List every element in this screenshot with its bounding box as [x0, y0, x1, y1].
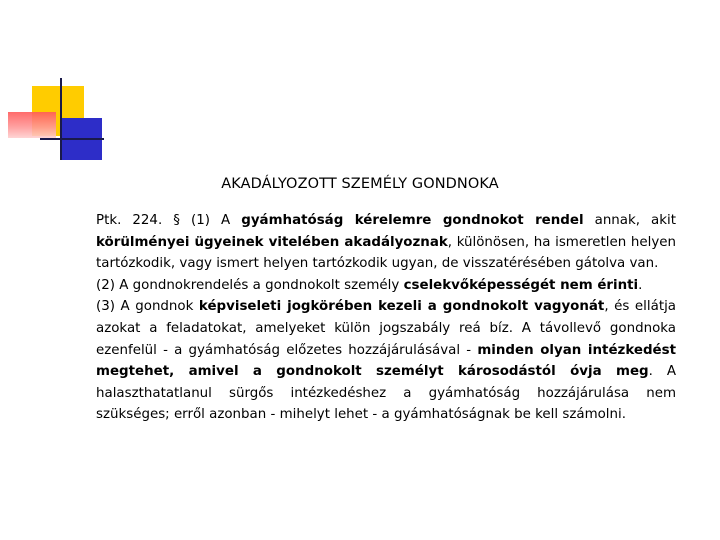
emphasis-text: képviseleti jogkörében kezeli a gondnokolt vagyonát — [198, 299, 605, 315]
decor-horizontal-line — [40, 138, 104, 140]
body-text: , különösen, ha ismeretlen helyen tartózkodik, vagy ismert helyen tartózkodik ugyan, de visszatérésében gátolva van. — [96, 234, 676, 272]
body-text: (3) A gondnok — [96, 299, 199, 315]
body-text: (2) A gondnokrendelés a gondnokolt személy — [96, 277, 404, 293]
body-text: . A halaszthatatlanul sürgős intézkedéshez a gyámhatóság hozzájárulása nem szükséges; erről azonban - mihelyt lehet - a gyámhatóságnak be kell számolni. — [96, 364, 676, 423]
emphasis-text: gyámhatóság kérelemre gondnokot rendel — [241, 213, 584, 228]
emphasis-text: cselekvőképességét nem érinti — [403, 277, 639, 293]
paragraph-2 — [96, 275, 676, 297]
decor-vertical-line — [60, 78, 62, 160]
emphasis-text: körülményei ügyeinek vitelében akadályoznak — [96, 234, 448, 250]
emphasis-text: minden olyan intézkedést megtehet, amivel a gondnokolt személyt károsodástól óvja meg — [96, 342, 676, 380]
decor-red-square — [8, 112, 56, 138]
paragraph-3 — [96, 296, 676, 426]
paragraph-1 — [96, 210, 676, 275]
body-text: . — [638, 277, 643, 293]
slide-body — [96, 210, 676, 426]
slide-title: AKADÁLYOZOTT SZEMÉLY GONDNOKA — [221, 176, 499, 192]
body-text: annak, akit — [583, 213, 676, 228]
body-text: Ptk. 224. § (1) A — [96, 213, 242, 228]
body-text: , és ellátja azokat a feladatokat, amelyeket külön jogszabály reá bíz. A távollevő gondnoka ezenfelül - a gyámhatóság előzetes hozzájárulásával - — [96, 299, 676, 358]
